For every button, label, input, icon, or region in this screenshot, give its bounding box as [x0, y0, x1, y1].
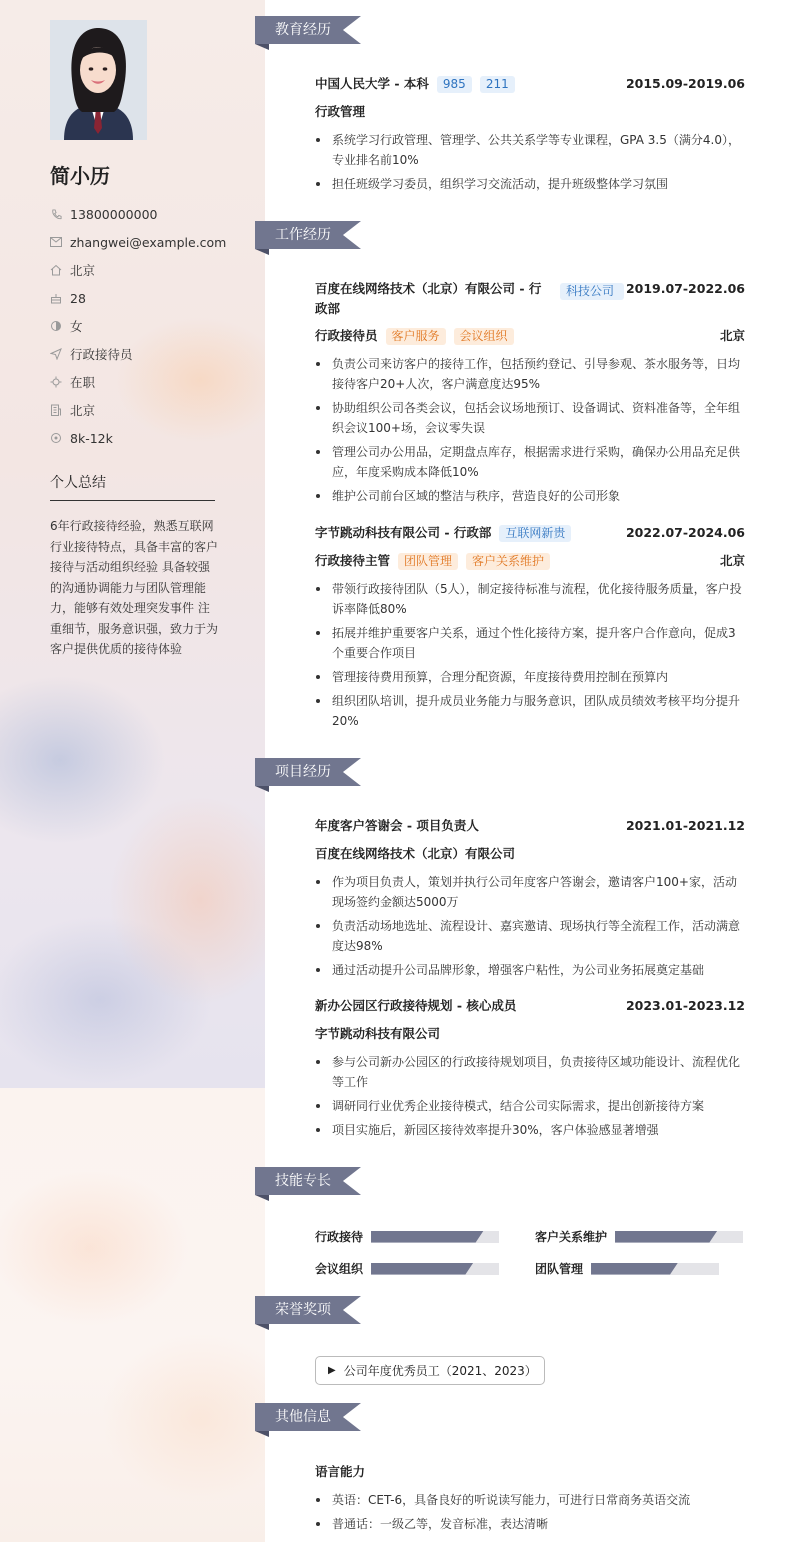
gender-text: 女 — [70, 319, 83, 334]
contact-info-list — [50, 200, 250, 452]
section-title: 技能专长 — [275, 1173, 331, 1189]
project-bullets — [315, 872, 745, 980]
skill-item — [535, 1260, 719, 1277]
section-header-skills — [255, 1167, 361, 1195]
summary-heading: 个人总结 — [50, 472, 215, 501]
skill-name: 团队管理 — [535, 1262, 584, 1276]
section-title: 项目经历 — [275, 764, 331, 780]
section-title: 工作经历 — [275, 227, 331, 243]
avatar — [50, 20, 147, 140]
list-item: 参与公司新办公园区的行政接待规划项目，负责接待区域功能设计、流程优化等工作 — [315, 1052, 745, 1092]
work-bullets — [315, 354, 745, 506]
section-header-other — [255, 1403, 361, 1431]
education-entry — [315, 74, 745, 198]
project-company: 字节跳动科技有限公司 — [315, 1026, 441, 1041]
language-bullets — [315, 1490, 745, 1534]
list-item: 带领行政接待团队（5人），制定接待标准与流程，优化接待服务质量，客户投诉率降低80% — [315, 579, 745, 619]
company-name: 字节跳动科技有限公司 - 行政部 — [315, 525, 492, 540]
list-item: 普通话：一级乙等，发音标准，表达清晰 — [315, 1514, 745, 1534]
hometown-text: 北京 — [70, 263, 96, 278]
cake-icon — [50, 292, 62, 304]
list-item: 负责公司来访客户的接待工作，包括预约登记、引导参观、茶水服务等，日均接待客户20+人次，客户满意度达95% — [315, 354, 745, 394]
job-title: 行政接待主管 — [315, 553, 391, 568]
award-item[interactable] — [315, 1356, 545, 1385]
section-header-education — [255, 16, 361, 44]
education-date: 2015.09-2019.06 — [625, 76, 745, 91]
status-text: 在职 — [70, 375, 96, 390]
info-status — [50, 368, 250, 396]
award-text: 公司年度优秀员工（2021、2023） — [343, 1364, 537, 1378]
home-icon — [50, 264, 62, 276]
info-age — [50, 284, 250, 312]
skill-name: 会议组织 — [315, 1262, 364, 1276]
school-name: 中国人民大学 - 本科 — [315, 76, 429, 91]
other-info-entry — [315, 1462, 745, 1538]
company-tag: 互联网新贵 — [499, 525, 571, 542]
salary-icon — [50, 432, 62, 444]
section-title: 荣誉奖项 — [275, 1302, 331, 1318]
skill-bar — [591, 1263, 719, 1275]
language-title: 语言能力 — [315, 1464, 366, 1479]
info-hometown — [50, 256, 250, 284]
candidate-name: 简小历 — [50, 164, 110, 188]
list-item: 协助组织公司各类会议，包括会议场地预订、设备调试、资料准备等，全年组织会议100+场，会议零失误 — [315, 398, 745, 438]
project-entry — [315, 816, 745, 984]
info-position — [50, 340, 250, 368]
skill-item — [535, 1228, 743, 1245]
project-name: 新办公园区行政接待规划 - 核心成员 — [315, 998, 517, 1013]
list-item: 管理公司办公用品，定期盘点库存，根据需求进行采购，确保办公用品充足供应，年度采购成本降低10% — [315, 442, 745, 482]
info-salary — [50, 424, 250, 452]
list-item: 通过活动提升公司品牌形象，增强客户粘性，为公司业务拓展奠定基础 — [315, 960, 745, 980]
section-title: 教育经历 — [275, 22, 331, 38]
project-company: 百度在线网络技术（北京）有限公司 — [315, 846, 516, 861]
list-item: 组织团队培训，提升成员业务能力与服务意识，团队成员绩效考核平均分提升20% — [315, 691, 745, 731]
sidebar — [0, 0, 265, 1542]
skill-bar — [371, 1231, 499, 1243]
work-date: 2022.07-2024.06 — [625, 525, 745, 540]
list-item: 调研同行业优秀企业接待模式，结合公司实际需求，提出创新接待方案 — [315, 1096, 745, 1116]
job-city: 北京 — [719, 553, 745, 568]
skill-bar-fill — [371, 1263, 473, 1275]
work-entry — [315, 279, 745, 510]
skill-name: 客户关系维护 — [535, 1230, 608, 1244]
list-item: 系统学习行政管理、管理学、公共关系学等专业课程，GPA 3.5（满分4.0），专业排名前10% — [315, 130, 745, 170]
city-text: 北京 — [70, 403, 96, 418]
school-tag: 211 — [480, 76, 515, 93]
job-city: 北京 — [719, 328, 745, 343]
sidebar-lower-background — [0, 1088, 265, 1542]
skill-name: 行政接待 — [315, 1230, 364, 1244]
school-tag: 985 — [437, 76, 472, 93]
section-header-awards — [255, 1296, 361, 1324]
list-item: 负责活动场地选址、流程设计、嘉宾邀请、现场执行等全流程工作，活动满意度达98% — [315, 916, 745, 956]
age-text: 28 — [70, 290, 86, 306]
list-item: 管理接待费用预算，合理分配资源，年度接待费用控制在预算内 — [315, 667, 745, 687]
section-title: 其他信息 — [275, 1409, 331, 1425]
info-gender — [50, 312, 250, 340]
list-item: 维护公司前台区域的整洁与秩序，营造良好的公司形象 — [315, 486, 745, 506]
job-tag: 团队管理 — [398, 553, 458, 570]
education-bullets — [315, 130, 745, 194]
work-entry — [315, 523, 745, 735]
skill-bar — [615, 1231, 743, 1243]
skill-bar — [371, 1263, 499, 1275]
project-date: 2023.01-2023.12 — [625, 998, 745, 1013]
company-tag: 科技公司 — [560, 283, 624, 300]
section-header-projects — [255, 758, 361, 786]
work-date: 2019.07-2022.06 — [625, 281, 745, 296]
section-header-work — [255, 221, 361, 249]
info-phone — [50, 200, 250, 228]
job-title: 行政接待员 — [315, 328, 378, 343]
skill-item — [315, 1260, 499, 1277]
skill-item — [315, 1228, 499, 1245]
project-bullets — [315, 1052, 745, 1140]
salary-text: 8k-12k — [70, 430, 113, 446]
job-tag: 客户关系维护 — [466, 553, 550, 570]
list-item: 项目实施后，新园区接待效率提升30%，客户体验感显著增强 — [315, 1120, 745, 1140]
company-name: 百度在线网络技术（北京）有限公司 - 行政部 — [315, 281, 542, 316]
job-tag: 客户服务 — [386, 328, 446, 345]
skill-bar-fill — [591, 1263, 678, 1275]
position-text: 行政接待员 — [70, 347, 133, 362]
phone-text: 13800000000 — [70, 206, 158, 222]
status-icon — [50, 376, 62, 388]
work-bullets — [315, 579, 745, 731]
info-email — [50, 228, 250, 256]
list-item: 作为项目负责人，策划并执行公司年度客户答谢会，邀请客户100+家，活动现场签约金额达5000万 — [315, 872, 745, 912]
job-tag: 会议组织 — [454, 328, 514, 345]
project-date: 2021.01-2021.12 — [625, 818, 745, 833]
skill-bar-fill — [615, 1231, 717, 1243]
gender-icon — [50, 320, 62, 332]
list-item: 英语：CET-6，具备良好的听说读写能力，可进行日常商务英语交流 — [315, 1490, 745, 1510]
main-content — [255, 0, 794, 1542]
email-text: zhangwei@example.com — [70, 234, 227, 250]
major: 行政管理 — [315, 104, 366, 119]
send-icon — [50, 348, 62, 360]
project-entry — [315, 996, 745, 1144]
info-city — [50, 396, 250, 424]
caret-right-icon: ▶ — [328, 1365, 336, 1376]
list-item: 担任班级学习委员，组织学习交流活动，提升班级整体学习氛围 — [315, 174, 745, 194]
phone-icon — [50, 208, 62, 220]
building-icon — [50, 404, 62, 416]
summary-text: 6年行政接待经验，熟悉互联网行业接待特点，具备丰富的客户接待与活动组织经验 具备较强的沟通协调能力与团队管理能力，能够有效处理突发事件 注重细节，服务意识强，致力于为客户提供优质的接待体验 — [50, 519, 219, 656]
project-name: 年度客户答谢会 - 项目负责人 — [315, 818, 479, 833]
mail-icon — [50, 236, 62, 248]
skill-bar-fill — [371, 1231, 484, 1243]
list-item: 拓展并维护重要客户关系，通过个性化接待方案，提升客户合作意向，促成3个重要合作项目 — [315, 623, 745, 663]
